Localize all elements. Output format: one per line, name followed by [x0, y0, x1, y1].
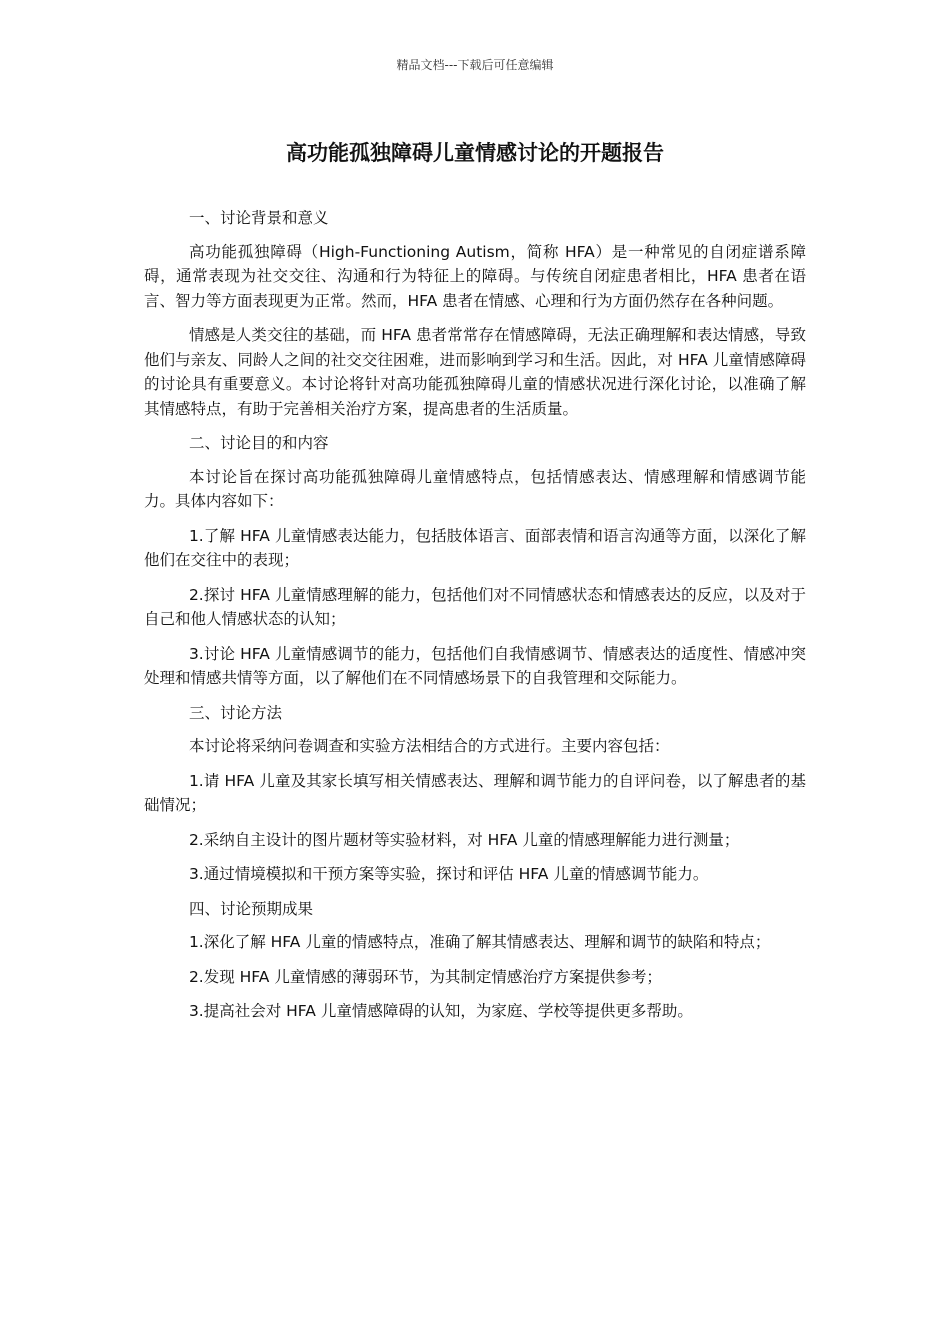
- paragraph-method-intro: 本讨论将采纳问卷调查和实验方法相结合的方式进行。主要内容包括：: [188, 737, 670, 755]
- list-item-purpose-3: 3.讨论 HFA 儿童情感调节的能力，包括他们自我情感调节、情感表达的适度性、情感冲突处理和情感共情等方面，以了解他们在不同情感场景下的自我管理和交际能力。: [144, 644, 806, 687]
- list-item-outcome-2: 2.发现 HFA 儿童情感的薄弱环节，为其制定情感治疗方案提供参考；: [188, 967, 662, 986]
- paragraph-background-1: 高功能孤独障碍（High-Functioning Autism，简称 HFA）是一种常见的自闭症谱系障碍，通常表现为社交交往、沟通和行为特征上的障碍。与传统自闭症患者相比，HFA 患者在语言、智力等方面表现更为正常。然而，HFA 患者在情感、心理和行为方面仍然存在各种问题。: [144, 242, 806, 310]
- document-title: 高功能孤独障碍儿童情感讨论的开题报告: [286, 141, 664, 165]
- document-body: [144, 206, 806, 1034]
- list-item-outcome-1: 1.深化了解 HFA 儿童的情感特点，准确了解其情感表达、理解和调节的缺陷和特点；: [188, 933, 771, 951]
- list-item-method-1: 1.请 HFA 儿童及其家长填写相关情感表达、理解和调节能力的自评问卷，以了解患者的基础情况；: [144, 771, 806, 814]
- list-item-method-2: 2.采纳自主设计的图片题材等实验材料，对 HFA 儿童的情感理解能力进行测量；: [188, 830, 740, 849]
- list-item-method-3: 3.通过情境模拟和干预方案等实验，探讨和评估 HFA 儿童的情感调节能力。: [188, 865, 709, 883]
- section-heading-outcomes: 四、讨论预期成果: [188, 899, 313, 918]
- page-header: 精品文档---下载后可任意编辑: [396, 58, 554, 72]
- list-item-purpose-2: 2.探讨 HFA 儿童情感理解的能力，包括他们对不同情感状态和情感表达的反应，以及对于自己和他人情感状态的认知；: [144, 585, 806, 628]
- paragraph-background-2: 情感是人类交往的基础，而 HFA 患者常常存在情感障碍，无法正确理解和表达情感，导致他们与亲友、同龄人之间的社交交往困难，进而影响到学习和生活。因此，对 HFA 儿童情感障碍的讨论具有重要意义。本讨论将针对高功能孤独障碍儿童的情感状况进行深化讨论，以准确了解其情感特点，有助于完善相关治疗方案，提高患者的生活质量。: [144, 326, 806, 418]
- section-heading-background: 一、讨论背景和意义: [188, 209, 329, 227]
- list-item-purpose-1: 1.了解 HFA 儿童情感表达能力，包括肢体语言、面部表情和语言沟通等方面，以深化了解他们在交往中的表现；: [144, 526, 806, 569]
- section-heading-method: 三、讨论方法: [188, 703, 282, 722]
- paragraph-purpose-intro: 本讨论旨在探讨高功能孤独障碍儿童情感特点，包括情感表达、情感理解和情感调节能力。具体内容如下：: [144, 467, 806, 510]
- section-heading-purpose: 二、讨论目的和内容: [188, 434, 329, 452]
- list-item-outcome-3: 3.提高社会对 HFA 儿童情感障碍的认知，为家庭、学校等提供更多帮助。: [188, 1002, 693, 1020]
